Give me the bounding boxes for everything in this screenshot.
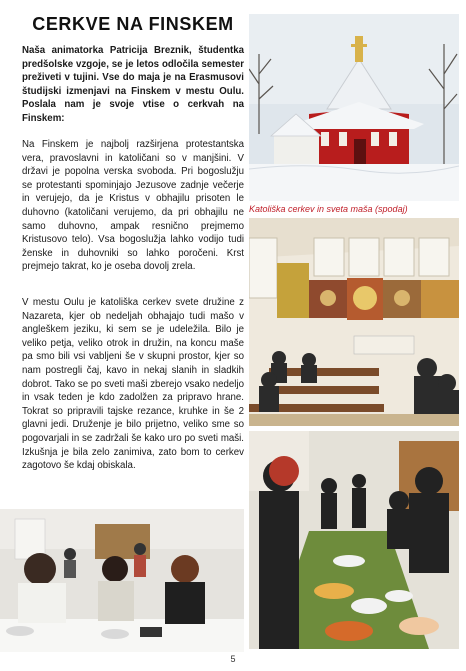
church-interior-photo <box>249 218 459 426</box>
body-paragraph-1: Na Finskem je najbolj razširjena protestantska vera, pravoslavni in katoličani so v manjšini. V državi je popolna verska svoboda. Pri bogoslužju se protestanti spominjajo Jezusove zadnje večerje in verujejo, da je Kristus v obhajilu prisoten le duhovno (katoličani verujemo, da pri obhajilu ne samo duhovno, ampak resnično prejmemo Kristusovo telo). Vsa bogoslužja lahko vodijo tudi ženske in duhovniki so lahko poročeni. Krst prejmejo takrat, ko je oseba dovolj zrela. <box>22 139 244 273</box>
young-people-photo <box>0 509 244 652</box>
body-paragraph-2: V mestu Oulu je katoliška cerkev svete družine z Nazareta, kjer ob nedeljah obhajajo tudi mašo v angleškem jeziku, ki sem se je udeležila. Bilo je veliko petja, veliko otrok in družin, na koncu maše pa smo bili vsi vabljeni še v skupni prostor, kjer so nam postregli čaj, kavo in nekaj slanih in sladkih dobrot. Tako se po sveti maši zberejo vsako nedeljo in vsak teden je kdo zadolžen za pripravo hrane. Tokrat so pripravili tajske rezance, kruhke in še 2 glavni jedi. Druženje je bilo prijetno, veliko sme so pogovarjali in se zadržali še kako uro po sveti maši. Izkušnja je bila zelo zanimiva, zato bom to cerkev zagotovo še kdaj obiskala. <box>22 297 244 472</box>
intro-text: Naša animatorka Patricija Breznik, študentka predšolske vzgoje, se je letos odločila semester preživeti v tujini. Vse do maja je na Erasmusovi študijski izmenjavi na Finskem v mestu Oulu. Poslala nam je svoje vtise o cerkvah na Finskem: <box>22 45 244 124</box>
shared-meal-photo <box>249 431 459 649</box>
page-number: 5 <box>230 654 236 664</box>
church-exterior-photo <box>249 14 459 201</box>
page-title: CERKVE NA FINSKEM <box>32 14 234 34</box>
photo-caption: Katoliška cerkev in sveta maša (spodaj) <box>249 204 408 214</box>
